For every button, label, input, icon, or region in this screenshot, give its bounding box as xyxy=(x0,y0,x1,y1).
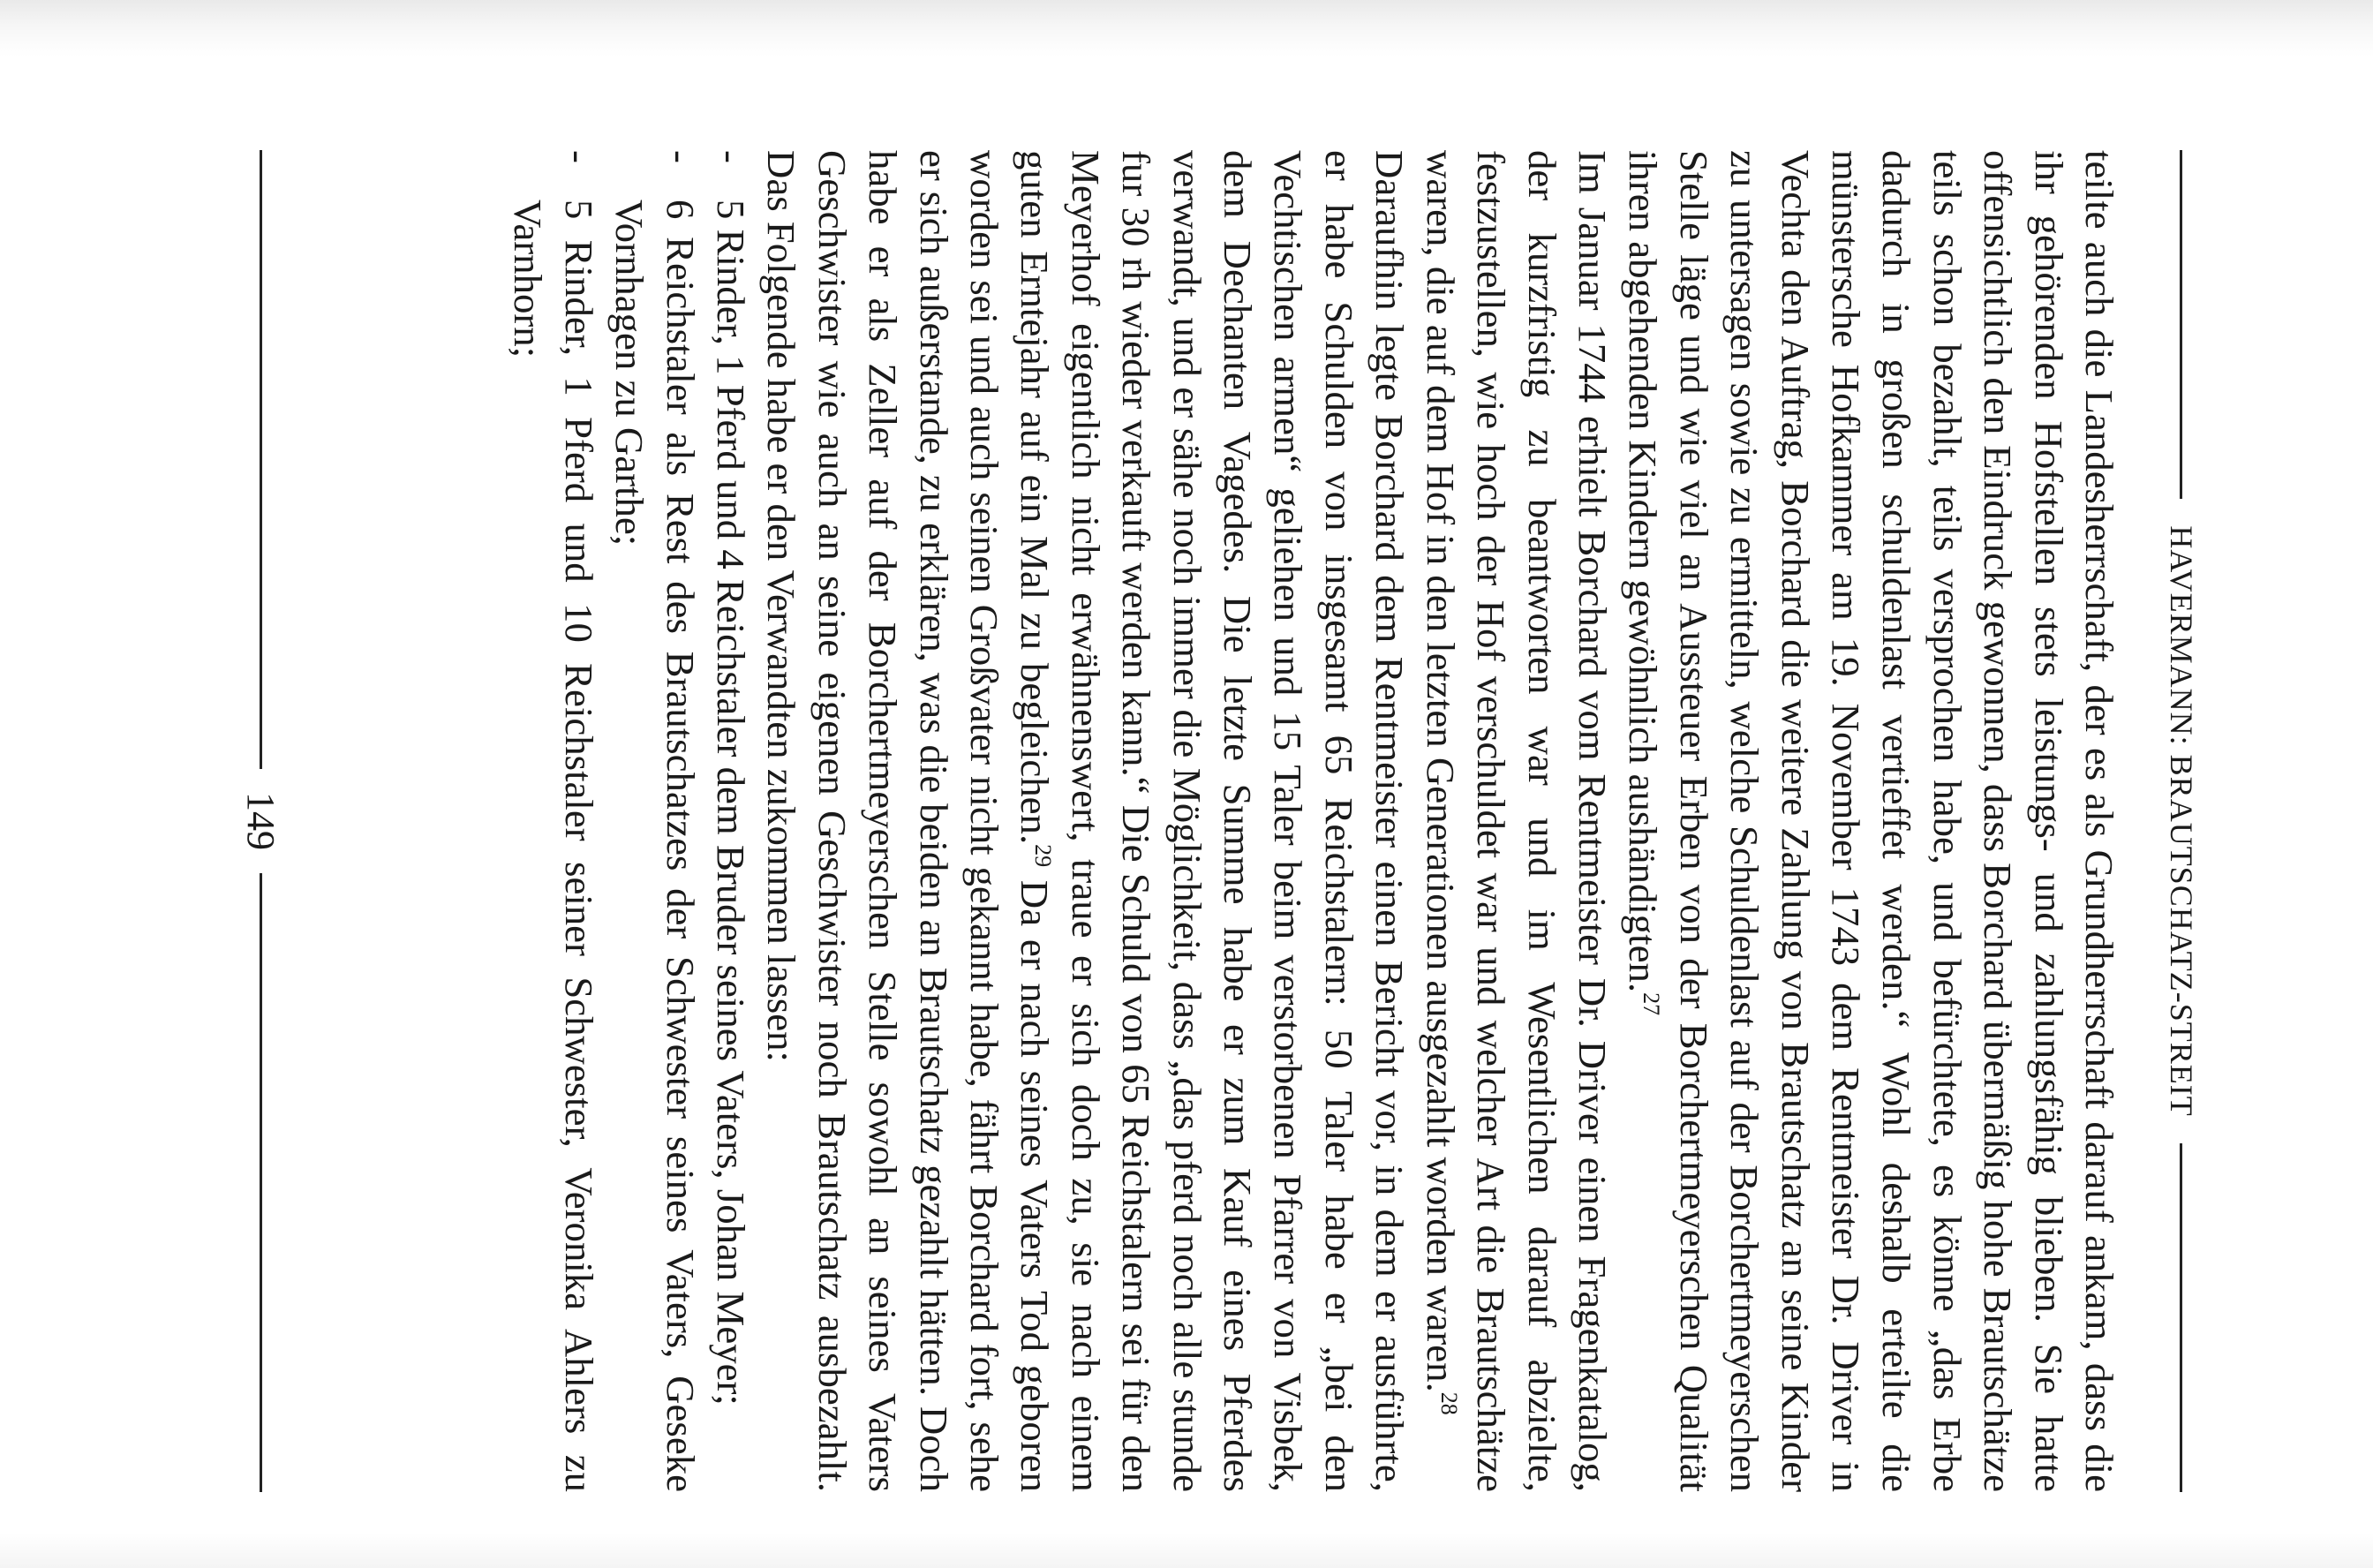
header-rule-right xyxy=(2181,1143,2183,1492)
running-header xyxy=(2159,150,2204,1492)
paragraph-3-text-continued: Da er nach seines Vaters Tod geboren worden sei und auch seinen Großvater nicht gekannt habe, fährt Borchard fort, sehe er sich außerstande, zu erklären, was die beiden an Brautschatz gezahlt hätten. Doch habe er als Zeller auf der Borchertmeyerschen Stelle sowohl an seines Vaters Geschwister wie auch an seine eigenen Geschwister noch Brautschatz ausbezahlt. Das Folgende habe er den Verwandten zukommen lassen: xyxy=(759,150,1058,1492)
paragraph-3 xyxy=(756,150,1414,1492)
paragraph-2 xyxy=(1414,150,1617,1492)
list-item xyxy=(705,150,756,1492)
running-title: HAVERMANN: BRAUTSCHATZ-STREIT xyxy=(2164,525,2199,1117)
footer-rule-right xyxy=(260,873,263,1492)
scan-edge-top xyxy=(0,0,2373,57)
list-item xyxy=(604,150,705,1492)
scan-edge-bottom xyxy=(0,1533,2373,1568)
list-dash: - xyxy=(658,150,703,163)
footer-rule-left xyxy=(260,150,263,769)
book-page xyxy=(129,150,2204,1492)
list-dash: - xyxy=(709,150,754,163)
header-rule-left xyxy=(2181,150,2183,499)
footnote-ref-29: 29 xyxy=(1030,844,1057,868)
list-item-text: 5 Rinder, 1 Pferd und 10 Reichstaler seiner Schwester, Veronika Ahlers zu Varnhorn; xyxy=(506,200,601,1492)
dowry-list xyxy=(502,150,756,1492)
paragraph-3-text: Daraufhin legte Borchard dem Rentmeister einen Bericht vor, in dem er ausführte, er habe Schulden von insgesamt 65 Reichstalern: 50 Taler habe er „bei den Vechtischen armen“ geliehen und 15 Taler beim verstorbenen Pfarrer von Visbek, dem Dechanten Vagedes. Die letzte Summe habe er zum Kauf eines Pferdes verwandt, und er sähe noch immer die Möglichkeit, dass „das pferd noch alle stunde fur 30 rh wieder verkauft werden kann.“ Die Schuld von 65 Reichstalern sei für den Meyerhof eigentlich nicht erwähnenswert, traue er sich doch zu, sie nach einem guten Erntejahr auf ein Mal zu begleichen. xyxy=(1013,150,1412,1492)
list-dash: - xyxy=(556,150,601,163)
list-item-text: 5 Rinder, 1 Pferd und 4 Reichstaler dem Bruder seines Vaters, Johan Meyer; xyxy=(709,200,754,1406)
page-number: 149 xyxy=(239,792,283,850)
list-item-text: 6 Reichstaler als Rest des Brautschatzes der Schwester seines Vaters, Geseke Vornhagen zu Garthe; xyxy=(607,200,703,1492)
footnote-ref-27: 27 xyxy=(1638,992,1665,1016)
paragraph-1 xyxy=(1617,150,2124,1492)
body-text xyxy=(502,150,2124,1492)
page-footer xyxy=(235,150,288,1492)
paragraph-2-text: Im Januar 1744 erhielt Borchard vom Rentmeister Dr. Driver einen Fragenkatalog, der kurzfristig zu beantworten war und im Wesentlichen darauf abzielte, festzustellen, wie hoch der Hof verschuldet war und welcher Art die Brautschätze waren, die auf dem Hof in den letzten Generationen ausgezahlt worden waren. xyxy=(1418,150,1615,1492)
list-item xyxy=(502,150,604,1492)
paragraph-1-text: teilte auch die Landesherrschaft, der es als Grundherrschaft darauf ankam, dass die ihr gehörenden Hofstellen stets leistungs- und zahlungsfähig blieben. Sie hatte offensichtlich den Eindruck gewonnen, dass Borchard übermäßig hohe Brautschätze teils schon bezahlt, teils versprochen habe, und befürchtete, es könne „das Erbe dadurch in großen schuldenlast vertieffet werden.“ Wohl deshalb erteilte die münstersche Hofkammer am 19. November 1743 dem Rentmeister Dr. Driver in Vechta den Auftrag, Borchard die weitere Zahlung von Brautschatz an seine Kinder zu untersagen sowie zu ermitteln, welche Schuldenlast auf der Borchertmeyerschen Stelle läge und wie viel an Aussteuer Erben von der Borchertmeyerschen Qualität ihren abgehenden Kindern gewöhnlich aushändigten. xyxy=(1621,150,2121,1492)
footnote-ref-28: 28 xyxy=(1435,1391,1462,1415)
